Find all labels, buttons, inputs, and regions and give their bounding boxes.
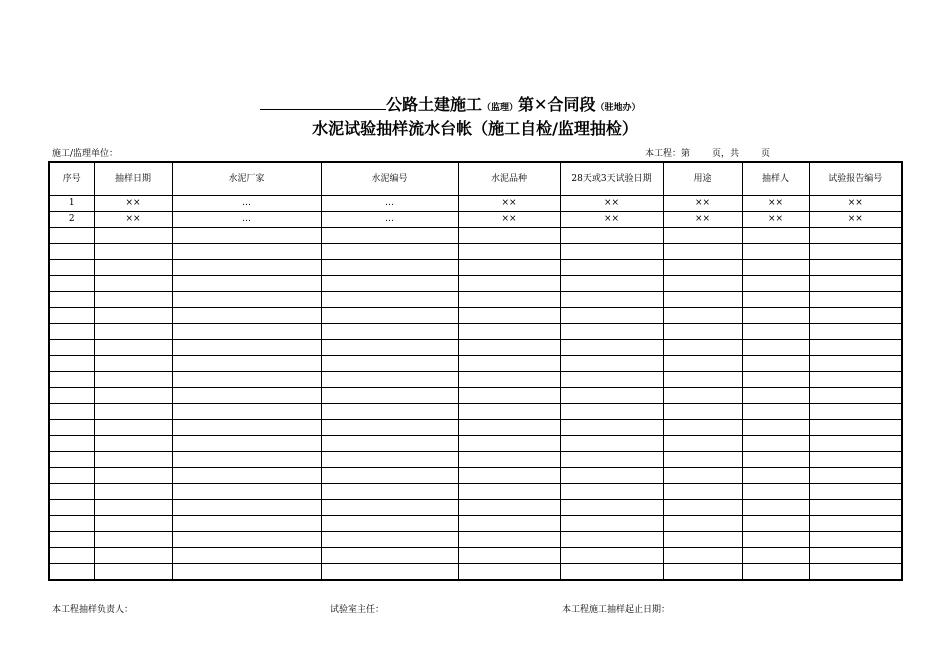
empty-table-row [49, 356, 902, 372]
table-cell: ×× [94, 196, 172, 212]
empty-table-cell [49, 292, 94, 308]
empty-table-cell [560, 324, 663, 340]
empty-table-cell [742, 548, 809, 564]
empty-table-cell [663, 244, 742, 260]
empty-table-cell [458, 500, 560, 516]
empty-table-cell [321, 244, 458, 260]
project-name-blank [260, 95, 386, 110]
page-prefix: 本工程：第 [645, 149, 691, 159]
empty-table-cell [49, 340, 94, 356]
empty-table-cell [742, 372, 809, 388]
empty-table-cell [321, 468, 458, 484]
empty-table-cell [321, 372, 458, 388]
empty-table-row [49, 564, 902, 581]
col-header-test-date: 28天或3天试验日期 [560, 162, 663, 196]
sampling-ledger-table [48, 161, 903, 581]
empty-table-cell [742, 484, 809, 500]
empty-table-cell [809, 244, 902, 260]
empty-table-cell [809, 420, 902, 436]
empty-table-cell [49, 308, 94, 324]
empty-table-cell [458, 516, 560, 532]
empty-table-cell [560, 228, 663, 244]
empty-table-cell [742, 308, 809, 324]
empty-table-cell [172, 468, 321, 484]
empty-table-cell [809, 324, 902, 340]
empty-table-cell [321, 228, 458, 244]
empty-table-row [49, 244, 902, 260]
empty-table-row [49, 324, 902, 340]
empty-table-cell [560, 340, 663, 356]
empty-table-cell [742, 388, 809, 404]
empty-table-cell [809, 564, 902, 581]
empty-table-cell [809, 308, 902, 324]
empty-table-cell [742, 468, 809, 484]
empty-table-cell [663, 324, 742, 340]
empty-table-cell [809, 372, 902, 388]
empty-table-cell [458, 388, 560, 404]
empty-table-cell [663, 436, 742, 452]
empty-table-row [49, 260, 902, 276]
empty-table-cell [458, 436, 560, 452]
empty-table-cell [172, 228, 321, 244]
empty-table-cell [458, 324, 560, 340]
empty-table-cell [94, 484, 172, 500]
empty-table-cell [321, 260, 458, 276]
empty-table-cell [321, 388, 458, 404]
table-cell: ×× [742, 196, 809, 212]
table-cell: ×× [663, 196, 742, 212]
header-section: 第✕合同段 [518, 95, 596, 114]
document-header-line [260, 92, 760, 114]
empty-table-cell [809, 356, 902, 372]
empty-table-row [49, 292, 902, 308]
header-main: 公路土建施工 [386, 95, 483, 114]
table-cell: ×× [809, 196, 902, 212]
empty-table-cell [172, 276, 321, 292]
empty-table-cell [172, 516, 321, 532]
table-cell: ×× [560, 196, 663, 212]
empty-table-cell [94, 228, 172, 244]
table-cell: … [172, 196, 321, 212]
header-note-office: （驻地办） [595, 103, 641, 113]
empty-table-cell [49, 228, 94, 244]
empty-table-cell [560, 468, 663, 484]
table-cell: ×× [458, 212, 560, 228]
empty-table-cell [458, 420, 560, 436]
empty-table-cell [458, 532, 560, 548]
empty-table-cell [49, 548, 94, 564]
empty-table-cell [49, 436, 94, 452]
empty-table-cell [458, 340, 560, 356]
empty-table-cell [742, 436, 809, 452]
empty-table-cell [94, 276, 172, 292]
empty-table-cell [809, 500, 902, 516]
empty-table-cell [172, 404, 321, 420]
empty-table-cell [809, 404, 902, 420]
empty-table-cell [49, 500, 94, 516]
empty-table-cell [560, 308, 663, 324]
table-cell: ×× [94, 212, 172, 228]
page-mid: 页，共 [712, 149, 740, 159]
empty-table-cell [172, 420, 321, 436]
empty-table-row [49, 532, 902, 548]
empty-table-cell [94, 452, 172, 468]
empty-table-cell [742, 404, 809, 420]
empty-table-cell [94, 308, 172, 324]
empty-table-cell [94, 324, 172, 340]
empty-table-cell [321, 356, 458, 372]
table-row [49, 212, 902, 228]
empty-table-row [49, 340, 902, 356]
empty-table-cell [49, 564, 94, 581]
empty-table-cell [458, 276, 560, 292]
empty-table-row [49, 468, 902, 484]
empty-table-cell [49, 468, 94, 484]
empty-table-cell [663, 388, 742, 404]
empty-table-cell [94, 260, 172, 276]
empty-table-cell [742, 420, 809, 436]
empty-table-cell [809, 484, 902, 500]
empty-table-cell [663, 340, 742, 356]
empty-table-cell [94, 244, 172, 260]
empty-table-cell [94, 564, 172, 581]
empty-table-cell [560, 564, 663, 581]
empty-table-row [49, 420, 902, 436]
empty-table-cell [560, 260, 663, 276]
empty-table-cell [742, 260, 809, 276]
empty-table-cell [809, 436, 902, 452]
empty-table-cell [49, 532, 94, 548]
unit-label: 施工/监理单位： [52, 149, 119, 159]
empty-table-cell [663, 292, 742, 308]
col-header-cement-type: 水泥品种 [458, 162, 560, 196]
empty-table-cell [172, 564, 321, 581]
empty-table-cell [560, 420, 663, 436]
table-cell: ×× [742, 212, 809, 228]
table-cell: ×× [458, 196, 560, 212]
empty-table-row [49, 404, 902, 420]
empty-table-cell [560, 500, 663, 516]
empty-table-cell [742, 516, 809, 532]
empty-table-cell [321, 404, 458, 420]
empty-table-cell [742, 564, 809, 581]
empty-table-cell [321, 420, 458, 436]
empty-table-cell [49, 372, 94, 388]
empty-table-cell [94, 356, 172, 372]
empty-table-cell [94, 388, 172, 404]
empty-table-row [49, 516, 902, 532]
empty-table-cell [742, 292, 809, 308]
empty-table-cell [321, 276, 458, 292]
empty-table-cell [458, 404, 560, 420]
empty-table-cell [458, 308, 560, 324]
empty-table-cell [94, 372, 172, 388]
table-cell: 1 [49, 196, 94, 212]
empty-table-cell [172, 484, 321, 500]
col-header-usage: 用途 [663, 162, 742, 196]
empty-table-cell [94, 532, 172, 548]
empty-table-cell [560, 484, 663, 500]
empty-table-cell [663, 468, 742, 484]
empty-table-row [49, 372, 902, 388]
empty-table-cell [560, 404, 663, 420]
empty-table-cell [94, 516, 172, 532]
empty-table-cell [458, 468, 560, 484]
empty-table-cell [49, 516, 94, 532]
empty-table-row [49, 548, 902, 564]
empty-table-row [49, 228, 902, 244]
empty-table-cell [94, 420, 172, 436]
empty-table-cell [172, 324, 321, 340]
empty-table-cell [560, 356, 663, 372]
empty-table-cell [809, 548, 902, 564]
empty-table-cell [321, 436, 458, 452]
empty-table-cell [742, 244, 809, 260]
table-row [49, 196, 902, 212]
table-cell: … [172, 212, 321, 228]
empty-table-cell [742, 356, 809, 372]
empty-table-cell [94, 500, 172, 516]
empty-table-cell [49, 404, 94, 420]
empty-table-cell [49, 276, 94, 292]
document-title: 水泥试验抽样流水台帐（施工自检/监理抽检） [312, 119, 638, 138]
empty-table-cell [49, 356, 94, 372]
empty-table-cell [458, 244, 560, 260]
empty-table-cell [49, 452, 94, 468]
empty-table-cell [321, 500, 458, 516]
table-cell: … [321, 212, 458, 228]
empty-table-row [49, 308, 902, 324]
col-header-sample-date: 抽样日期 [94, 162, 172, 196]
empty-table-cell [560, 276, 663, 292]
empty-table-cell [809, 388, 902, 404]
empty-table-cell [560, 372, 663, 388]
empty-table-row [49, 484, 902, 500]
empty-table-cell [560, 292, 663, 308]
empty-table-cell [809, 292, 902, 308]
empty-table-cell [172, 260, 321, 276]
empty-table-cell [321, 308, 458, 324]
empty-table-cell [172, 452, 321, 468]
empty-table-cell [663, 484, 742, 500]
empty-table-cell [560, 388, 663, 404]
empty-table-cell [94, 548, 172, 564]
empty-table-cell [321, 292, 458, 308]
empty-table-cell [560, 436, 663, 452]
empty-table-cell [94, 404, 172, 420]
empty-table-row [49, 436, 902, 452]
empty-table-cell [742, 532, 809, 548]
empty-table-cell [49, 388, 94, 404]
empty-table-cell [321, 516, 458, 532]
table-cell: … [321, 196, 458, 212]
empty-table-cell [560, 532, 663, 548]
empty-table-cell [49, 484, 94, 500]
empty-table-cell [49, 244, 94, 260]
empty-table-row [49, 500, 902, 516]
empty-table-cell [663, 500, 742, 516]
empty-table-cell [172, 532, 321, 548]
empty-table-cell [321, 484, 458, 500]
footer-lab-director: 试验室主任： [330, 605, 385, 615]
empty-table-cell [321, 324, 458, 340]
table-cell: ×× [809, 212, 902, 228]
empty-table-cell [172, 244, 321, 260]
empty-table-cell [458, 564, 560, 581]
empty-table-cell [458, 228, 560, 244]
empty-table-cell [172, 372, 321, 388]
empty-table-cell [321, 532, 458, 548]
footer-sampling-lead: 本工程抽样负责人： [52, 605, 134, 615]
empty-table-cell [809, 260, 902, 276]
table-header-row [49, 162, 902, 196]
empty-table-cell [663, 308, 742, 324]
empty-table-cell [94, 468, 172, 484]
empty-table-cell [458, 372, 560, 388]
empty-table-cell [560, 244, 663, 260]
empty-table-cell [172, 388, 321, 404]
empty-table-cell [809, 276, 902, 292]
header-note-supervision: （监理） [482, 103, 519, 113]
empty-table-cell [458, 292, 560, 308]
empty-table-row [49, 452, 902, 468]
empty-table-cell [742, 340, 809, 356]
empty-table-cell [663, 404, 742, 420]
empty-table-cell [663, 276, 742, 292]
empty-table-cell [742, 500, 809, 516]
empty-table-cell [321, 340, 458, 356]
empty-table-cell [742, 452, 809, 468]
empty-table-cell [663, 548, 742, 564]
empty-table-cell [742, 228, 809, 244]
empty-table-cell [809, 468, 902, 484]
empty-table-cell [321, 564, 458, 581]
empty-table-cell [560, 548, 663, 564]
empty-table-cell [94, 340, 172, 356]
empty-table-cell [809, 532, 902, 548]
empty-table-cell [663, 356, 742, 372]
empty-table-cell [172, 548, 321, 564]
page-indicator [645, 146, 770, 159]
empty-table-cell [172, 292, 321, 308]
page-suffix: 页 [761, 149, 771, 159]
empty-table-row [49, 276, 902, 292]
empty-table-cell [663, 260, 742, 276]
empty-table-cell [321, 548, 458, 564]
empty-table-cell [663, 420, 742, 436]
col-header-seq: 序号 [49, 162, 94, 196]
empty-table-cell [94, 292, 172, 308]
empty-table-cell [809, 452, 902, 468]
empty-table-cell [742, 324, 809, 340]
empty-table-cell [663, 372, 742, 388]
empty-table-cell [458, 452, 560, 468]
empty-table-cell [172, 500, 321, 516]
empty-table-cell [321, 452, 458, 468]
empty-table-cell [172, 308, 321, 324]
empty-table-cell [560, 452, 663, 468]
empty-table-cell [560, 516, 663, 532]
footer-date-range: 本工程施工抽样起止日期： [562, 605, 671, 615]
empty-table-cell [809, 228, 902, 244]
table-cell: 2 [49, 212, 94, 228]
empty-table-cell [663, 452, 742, 468]
empty-table-cell [663, 228, 742, 244]
empty-table-cell [49, 260, 94, 276]
empty-table-cell [458, 356, 560, 372]
empty-table-cell [458, 484, 560, 500]
table-cell: ×× [560, 212, 663, 228]
empty-table-cell [742, 276, 809, 292]
table-cell: ×× [663, 212, 742, 228]
empty-table-cell [49, 420, 94, 436]
empty-table-cell [458, 548, 560, 564]
empty-table-cell [49, 324, 94, 340]
empty-table-cell [809, 340, 902, 356]
empty-table-cell [663, 532, 742, 548]
empty-table-cell [809, 516, 902, 532]
col-header-manufacturer: 水泥厂家 [172, 162, 321, 196]
col-header-report-no: 试验报告编号 [809, 162, 902, 196]
empty-table-cell [172, 340, 321, 356]
col-header-sampler: 抽样人 [742, 162, 809, 196]
empty-table-cell [94, 436, 172, 452]
col-header-cement-code: 水泥编号 [321, 162, 458, 196]
empty-table-cell [458, 260, 560, 276]
empty-table-row [49, 388, 902, 404]
empty-table-cell [172, 436, 321, 452]
empty-table-cell [172, 356, 321, 372]
empty-table-cell [663, 564, 742, 581]
empty-table-cell [663, 516, 742, 532]
